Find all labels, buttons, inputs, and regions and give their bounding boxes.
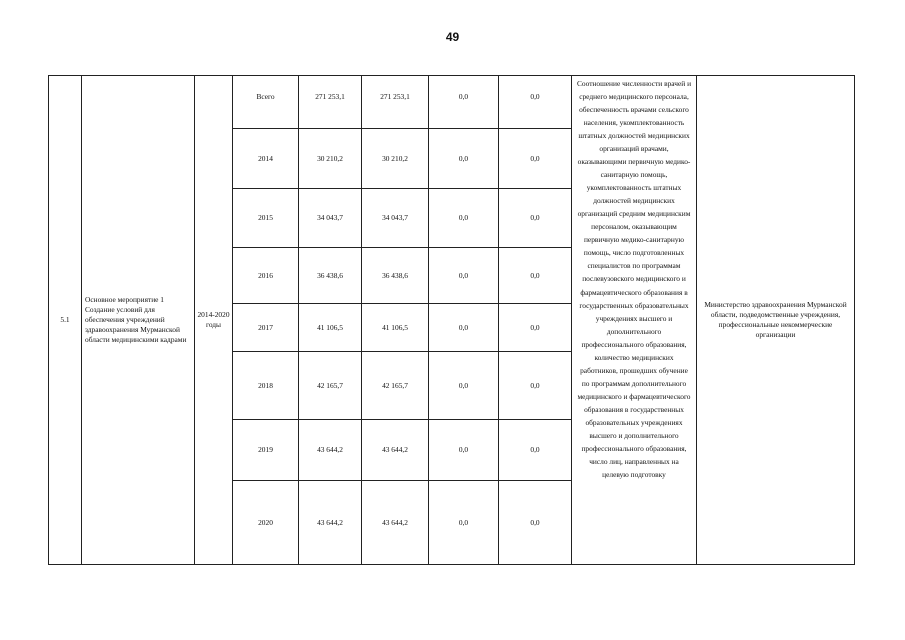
other-cell: 0,0 <box>499 304 572 352</box>
page-number: 49 <box>445 30 460 44</box>
year-cell: 2015 <box>233 189 299 248</box>
regional-cell: 36 438,6 <box>362 248 429 304</box>
other-cell: 0,0 <box>499 352 572 420</box>
row-index: 5.1 <box>49 76 82 565</box>
regional-cell: 41 106,5 <box>362 304 429 352</box>
federal-cell: 0,0 <box>429 481 499 565</box>
regional-cell: 30 210,2 <box>362 129 429 189</box>
year-cell: 2018 <box>233 352 299 420</box>
period-cell: 2014-2020 годы <box>195 76 233 565</box>
total-cell: 30 210,2 <box>299 129 362 189</box>
total-cell: 271 253,1 <box>299 76 362 129</box>
regional-cell: 43 644,2 <box>362 420 429 481</box>
program-table <box>48 75 855 565</box>
other-cell: 0,0 <box>499 481 572 565</box>
federal-cell: 0,0 <box>429 76 499 129</box>
table-row <box>49 76 855 129</box>
federal-cell: 0,0 <box>429 304 499 352</box>
federal-cell: 0,0 <box>429 352 499 420</box>
total-cell: 43 644,2 <box>299 481 362 565</box>
other-cell: 0,0 <box>499 248 572 304</box>
total-cell: 43 644,2 <box>299 420 362 481</box>
total-cell: 42 165,7 <box>299 352 362 420</box>
federal-cell: 0,0 <box>429 420 499 481</box>
measure-name: Основное мероприятие 1 Создание условий для обеспечения учреждений здравоохранения Мурманской области медицинскими кадрами <box>82 76 195 565</box>
federal-cell: 0,0 <box>429 129 499 189</box>
regional-cell: 271 253,1 <box>362 76 429 129</box>
other-cell: 0,0 <box>499 129 572 189</box>
other-cell: 0,0 <box>499 420 572 481</box>
total-cell: 34 043,7 <box>299 189 362 248</box>
indicator-text: Соотношение численности врачей и среднего медицинского персонала, обеспеченность врачами сельского населения, укомплектованность штатных должностей медицинских организаций врачами, оказывающими первичную медико-санитарную помощь, укомплектованность штатных должностей медицинских организаций средним медицинским персоналом, оказывающим первичную медико-санитарную помощь, число подготовленных специалистов по программам послевузовского медицинского и фармацевтического образования в государственных образовательных учреждениях высшего и дополнительного профессионального образования, количество медицинских работников, прошедших обучение по программам дополнительного медицинского и фармацевтического образования в государственных образовательных учреждениях высшего и дополнительного профессионального образования, число лиц, направленных на целевую подготовку <box>572 76 697 565</box>
year-cell: 2014 <box>233 129 299 189</box>
regional-cell: 43 644,2 <box>362 481 429 565</box>
year-cell: 2017 <box>233 304 299 352</box>
regional-cell: 42 165,7 <box>362 352 429 420</box>
federal-cell: 0,0 <box>429 248 499 304</box>
year-cell: 2019 <box>233 420 299 481</box>
regional-cell: 34 043,7 <box>362 189 429 248</box>
total-cell: 36 438,6 <box>299 248 362 304</box>
year-cell: Всего <box>233 76 299 129</box>
total-cell: 41 106,5 <box>299 304 362 352</box>
year-cell: 2016 <box>233 248 299 304</box>
other-cell: 0,0 <box>499 76 572 129</box>
federal-cell: 0,0 <box>429 189 499 248</box>
year-cell: 2020 <box>233 481 299 565</box>
other-cell: 0,0 <box>499 189 572 248</box>
executor-text: Министерство здравоохранения Мурманской области, подведомственные учреждения, профессиональные некоммерческие организации <box>697 76 855 565</box>
